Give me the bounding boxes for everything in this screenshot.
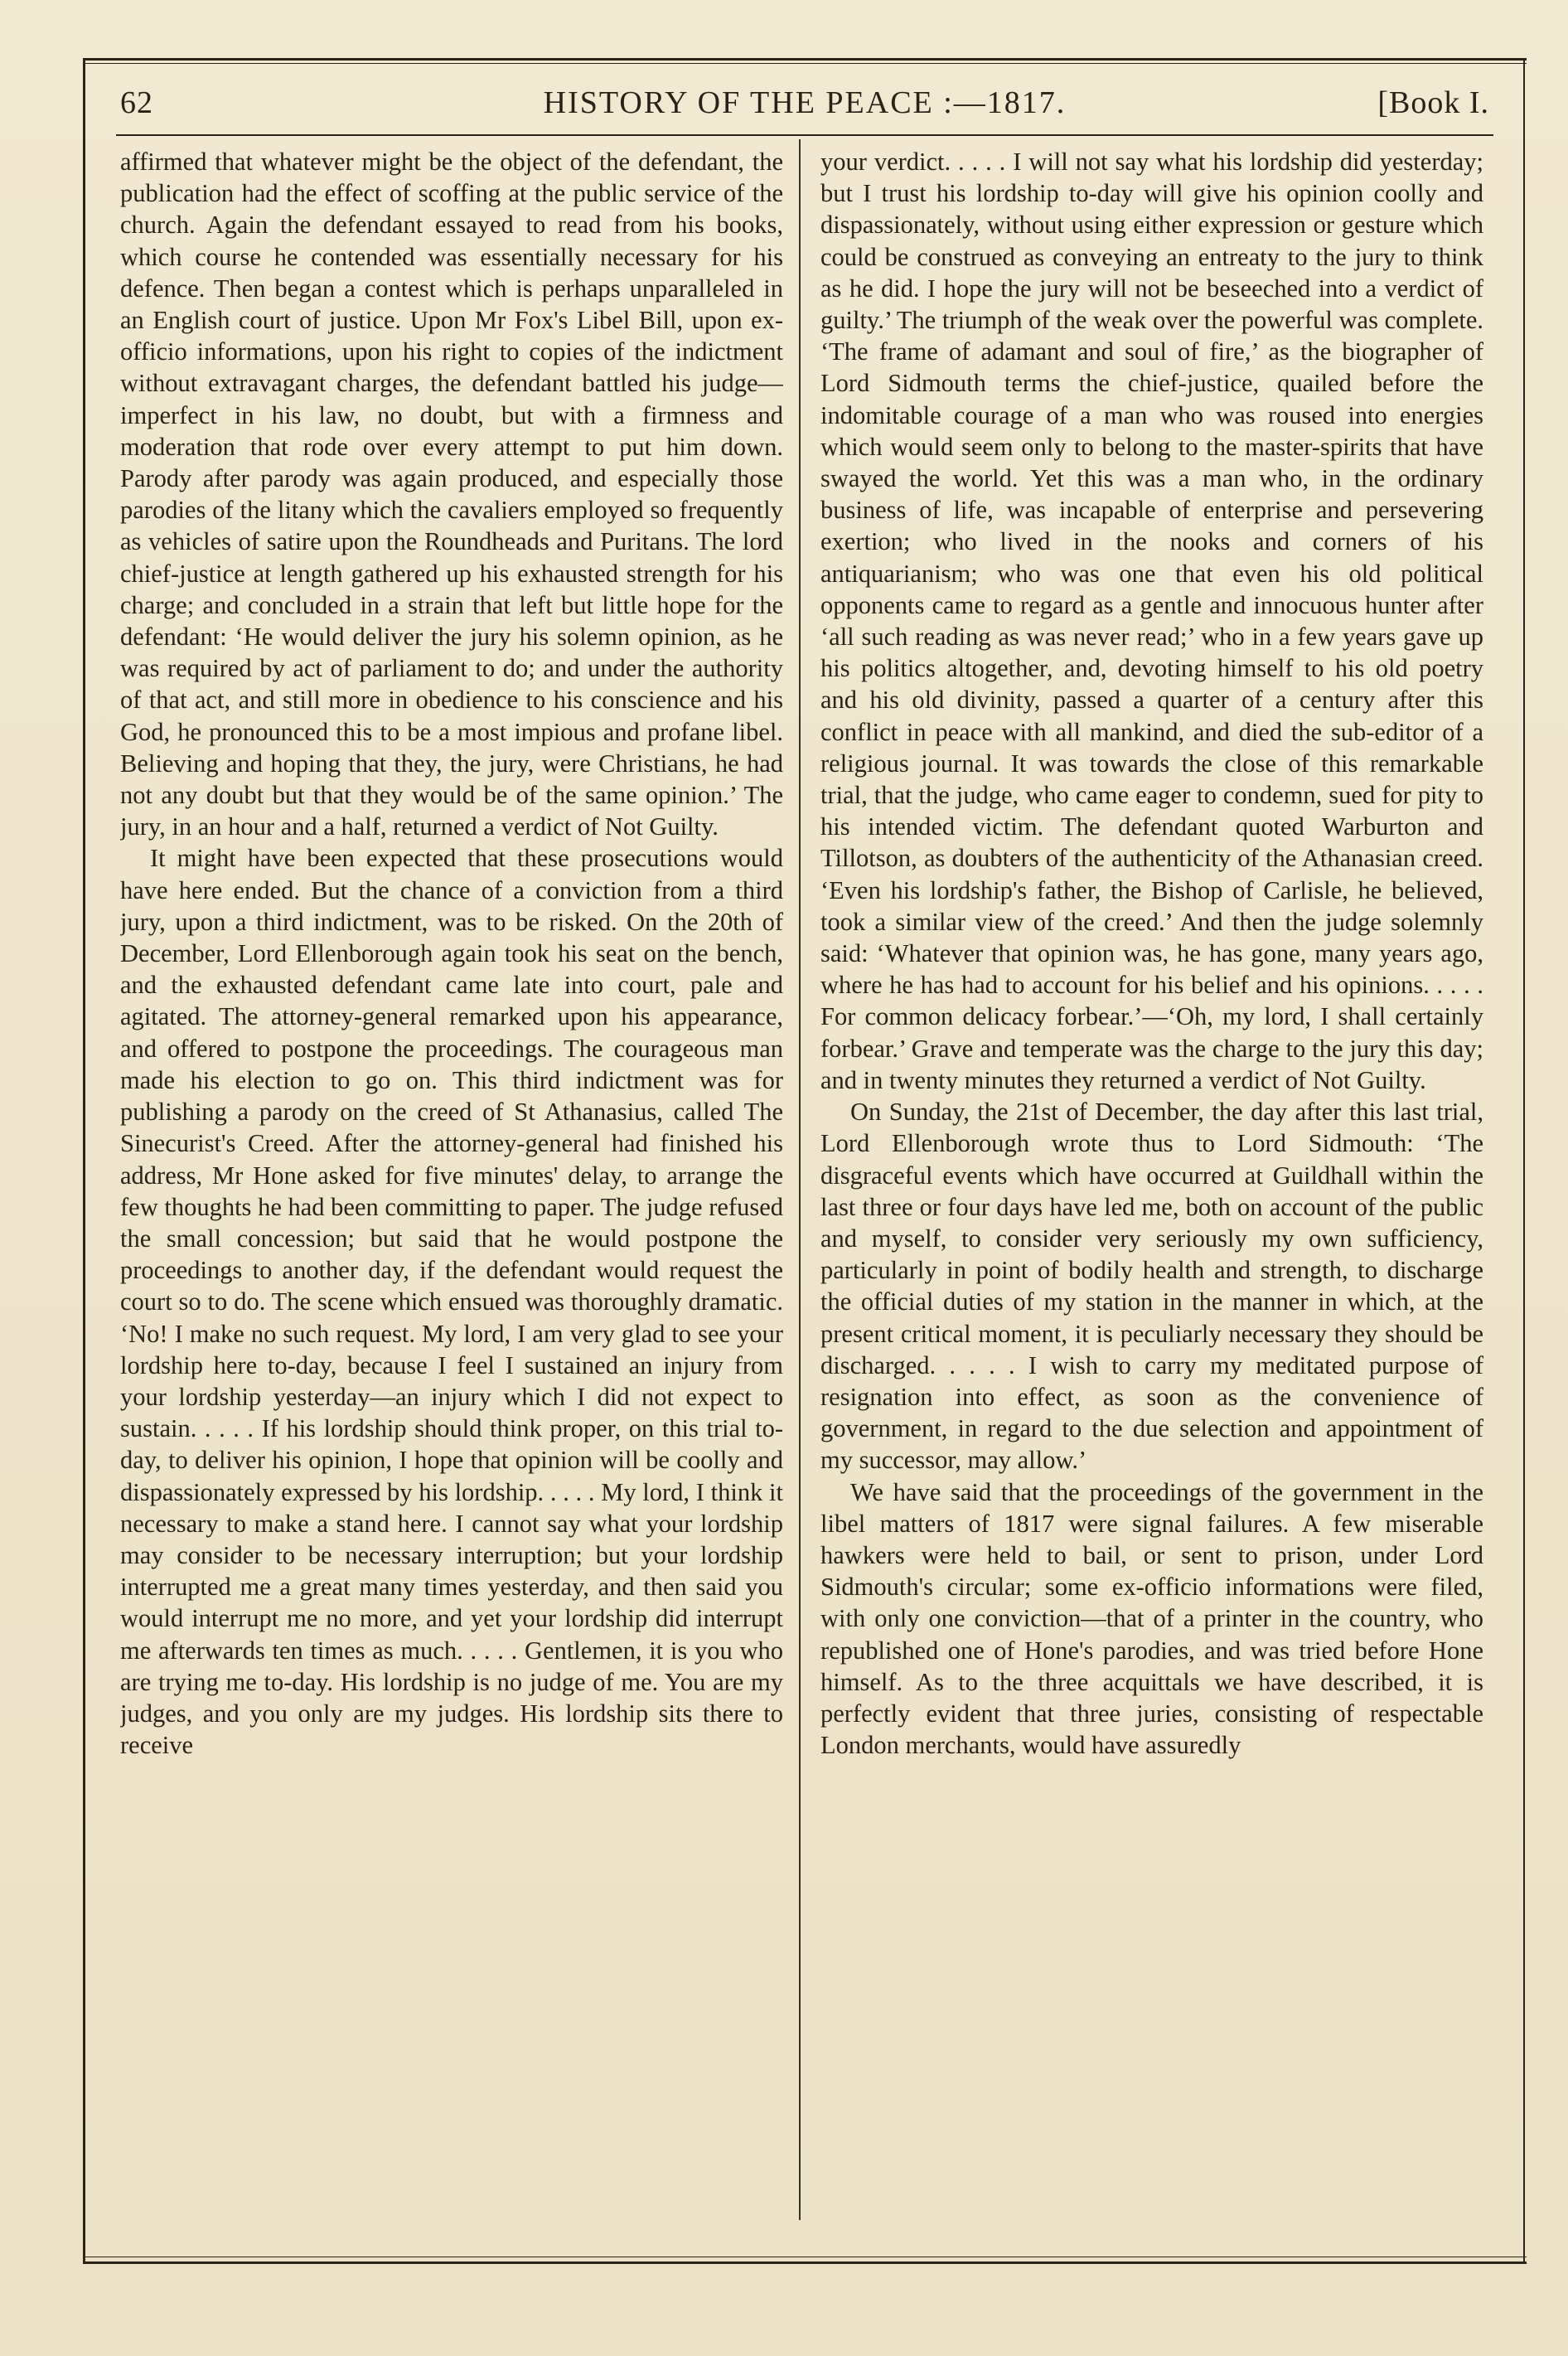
page-number: 62 [120,85,153,120]
header-rule [116,134,1493,136]
frame-rule-top [83,58,1527,61]
left-paragraph-2: It might have been expected that these prosecutions would have here ended. But the chance of a conviction from a third jury, upon a third indictment, was to be risked. On the 20th of December, Lord Ellenborough again took his seat on the bench, and the exhausted defendant came late into court, pale and agitated. The attorney-general remarked upon his appearance, and offered to postpone the proceedings. The courageous man made his election to go on. This third indictment was for publishing a parody on the creed of St Athanasius, called The Sinecurist's Creed. After the attorney-general had finished his address, Mr Hone asked for five minutes' delay, to arrange the few thoughts he had been committing to paper. The judge refused the small concession; but said that he would postpone the proceedings to another day, if the defendant would request the court so to do. The scene which ensued was thoroughly dramatic. ‘No! I make no such request. My lord, I am very glad to see your lordship here to-day, because I feel I sustained an injury from your lordship yesterday—an injury which I did not expect to sustain. . . . . If his lordship should think proper, on this trial to-day, to deliver his opinion, I hope that opinion will be coolly and dispassionately expressed by his lordship. . . . . My lord, I think it necessary to make a stand here. I cannot say what your lordship may consider to be necessary interruption; but your lordship interrupted me a great many times yesterday, and then said you would interrupt me no more, and yet your lordship did interrupt me afterwards ten times as much. . . . . Gentlemen, it is you who are trying me to-day. His lordship is no judge of me. You are my judges, and you only are my judges. His lordship sits there to receive [120,844,783,1760]
running-title: HISTORY OF THE PEACE :—1817. [543,85,1067,120]
frame-rule-right [1523,58,1525,2263]
left-paragraph-1: affirmed that whatever might be the object of the defendant, the publication had the effect of scoffing at the public service of the church. Again the defendant essayed to read from his books, which course he contended was essentially necessary for his defence. Then began a contest which is perhaps unparalleled in an English court of justice. Upon Mr Fox's Libel Bill, upon ex-officio informations, upon his right to copies of the indictment without extravagant charges, the defendant battled his judge—imperfect in his law, no doubt, but with a firmness and moderation that rode over every attempt to put him down. Parody after parody was again produced, and especially those parodies of the litany which the cavaliers employed so frequently as vehicles of satire upon the Roundheads and Puritans. The lord chief-justice at length gathered up his exhausted strength for his charge; and concluded in a strain that left but little hope for the defendant: ‘He would deliver the jury his solemn opinion, as he was required by act of parliament to do; and under the authority of that act, and still more in obedience to his conscience and his God, he pronounced this to be a most impious and profane libel. Believing and hoping that they, the jury, were Christians, he had not any doubt but that they would be of the same opinion.’ The jury, in an hour and a half, returned a verdict of Not Guilty. [120,148,783,841]
frame-rule-bottom [83,2261,1527,2264]
right-column [820,146,1483,2218]
right-paragraph-2: On Sunday, the 21st of December, the day after this last trial, Lord Ellenborough wrote thus to Lord Sidmouth: ‘The disgraceful events which have occurred at Guildhall within the last three or four days have led me, both on account of the public and myself, to consider very seriously my own sufficiency, particularly in point of bodily health and strength, to discharge the official duties of my station in the manner in which, at the present critical moment, it is peculiarly necessary they should be discharged. . . . . I wish to carry my meditated purpose of resignation into effect, as soon as the convenience of government, in regard to the due selection and appointment of my successor, may allow.’ [820,1098,1483,1475]
book-label: [Book I. [1377,85,1489,120]
left-column [120,146,783,2218]
right-paragraph-3: We have said that the proceedings of the government in the libel matters of 1817 were signal failures. A few miserable hawkers were held to bail, or sent to prison, under Lord Sidmouth's circular; some ex-officio informations were filed, with only one conviction—that of a printer in the country, who republished one of Hone's parodies, and was tried before Hone himself. As to the three acquittals we have described, it is perfectly evident that three juries, consisting of respectable London merchants, would have assuredly [820,1477,1483,1760]
frame-rule-left [83,58,85,2263]
column-divider [799,139,801,2220]
right-paragraph-1: your verdict. . . . . I will not say what his lordship did yesterday; but I trust his lordship to-day will give his opinion coolly and dispassionately, without using either expression or gesture which could be construed as conveying an entreaty to the jury to think as he did. I hope the jury will not be beseeched into a verdict of guilty.’ The triumph of the weak over the powerful was complete. ‘The frame of adamant and soul of fire,’ as the biographer of Lord Sidmouth terms the chief-justice, quailed before the indomitable courage of a man who was roused into energies which would seem only to belong to the master-spirits that have swayed the world. Yet this was a man who, in the ordinary business of life, was incapable of enterprise and persevering exertion; who lived in the nooks and corners of his antiquarianism; who was one that even his old political opponents came to regard as a gentle and innocuous hunter after ‘all such reading as was never read;’ who in a few years gave up his politics altogether, and, devoting himself to his old poetry and his old divinity, passed a quarter of a century after this conflict in peace with all mankind, and died the sub-editor of a religious journal. It was towards the close of this remarkable trial, that the judge, who came eager to condemn, sued for pity to his intended victim. The defendant quoted Warburton and Tillotson, as doubters of the authenticity of the Athanasian creed. ‘Even his lordship's father, the Bishop of Carlisle, he believed, took a similar view of the creed.’ And then the judge solemnly said: ‘Whatever that opinion was, he has gone, many years ago, where he has had to account for his belief and his opinions. . . . . For common delicacy forbear.’—‘Oh, my lord, I shall certainly forbear.’ Grave and temperate was the charge to the jury this day; and in twenty minutes they returned a verdict of Not Guilty. [820,148,1483,1094]
frame-rule-top-thin [83,63,1527,64]
running-header [120,80,1489,129]
